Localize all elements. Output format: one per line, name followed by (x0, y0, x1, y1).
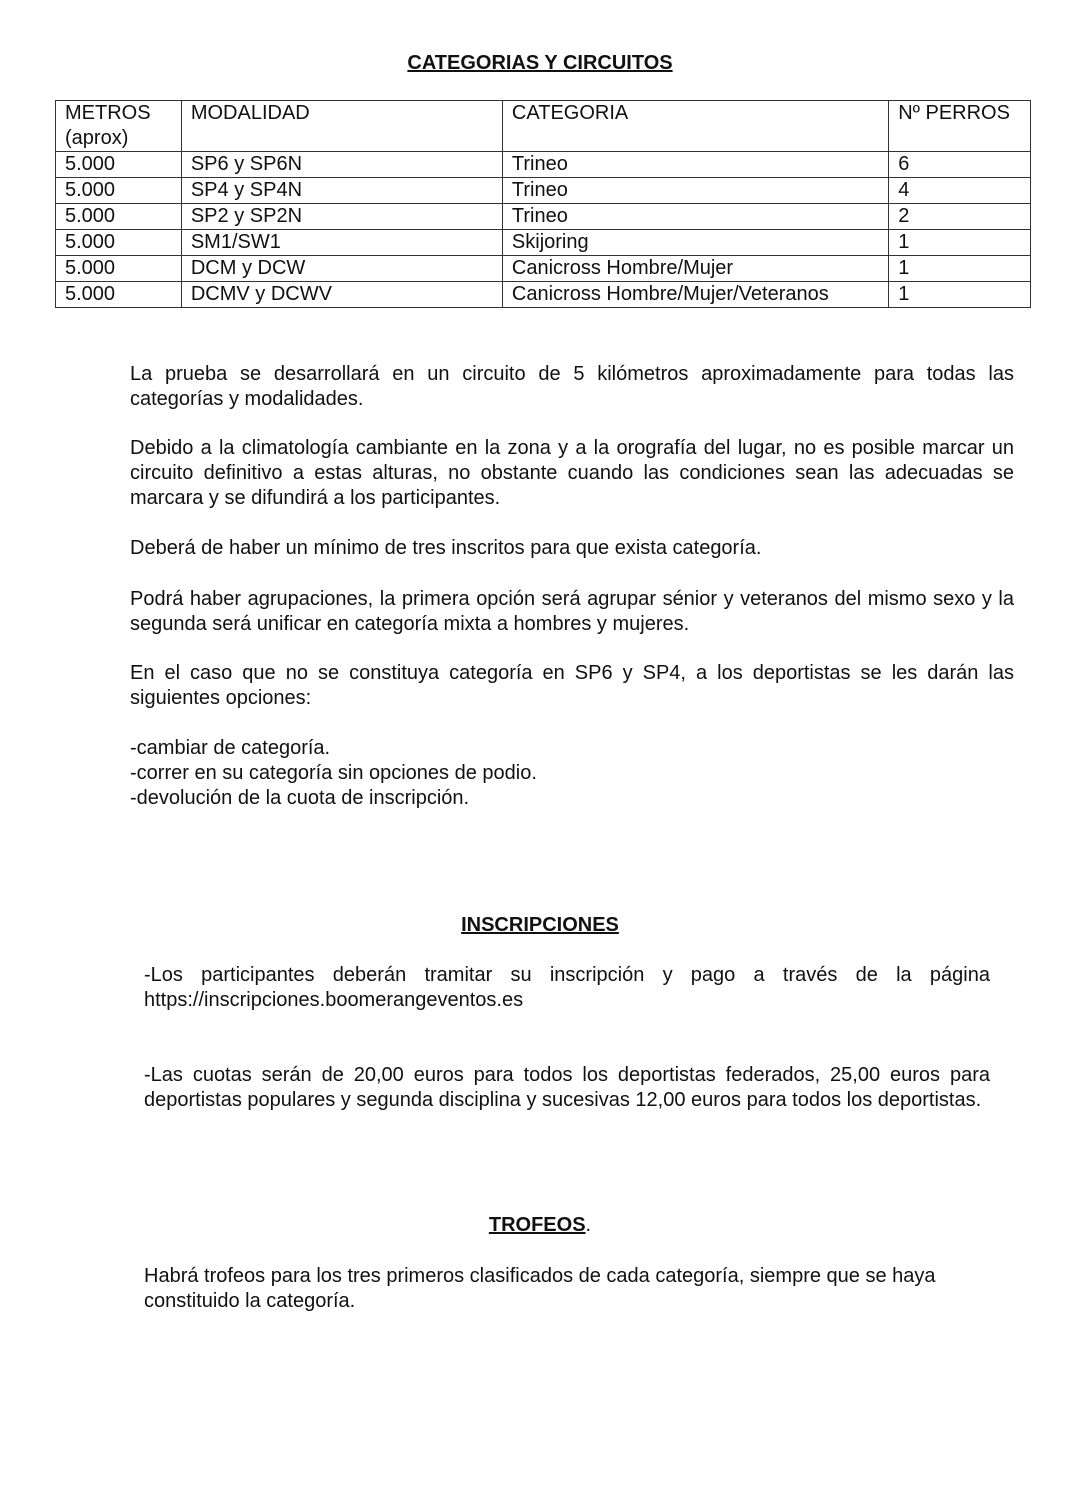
cell-metros: 5.000 (56, 178, 182, 204)
cell-metros: 5.000 (56, 204, 182, 230)
header-metros-line1: METROS (65, 102, 151, 124)
cell-perros: 6 (889, 152, 1031, 178)
cell-perros: 2 (889, 204, 1031, 230)
trofeos-title: TROFEOS (488, 1214, 586, 1236)
paragraph-minimo-inscritos: Deberá de haber un mínimo de tres inscritos para que exista categoría. (130, 537, 762, 559)
cell-categoria: Trineo (502, 178, 888, 204)
list-item: -devolución de la cuota de inscripción. (130, 787, 470, 809)
header-categoria: CATEGORIA (502, 101, 888, 152)
table-row (56, 256, 1031, 282)
cell-perros: 1 (889, 282, 1031, 308)
cell-categoria: Trineo (502, 204, 888, 230)
table-row (56, 230, 1031, 256)
header-perros: Nº PERROS (889, 101, 1031, 152)
paragraph-cuotas: -Las cuotas serán de 20,00 euros para todos los deportistas federados, 25,00 euros para deportistas populares y segunda disciplina y sucesivas 12,00 euros para todos los deportistas. (144, 1064, 990, 1111)
table-row (56, 204, 1031, 230)
categorias-table (55, 100, 1031, 308)
paragraph-trofeos: Habrá trofeos para los tres primeros clasificados de cada categoría, siempre que se haya constituido la categoría. (144, 1265, 936, 1312)
table-header-row (56, 101, 1031, 152)
table-row (56, 152, 1031, 178)
cell-perros: 1 (889, 256, 1031, 282)
header-modalidad: MODALIDAD (181, 101, 502, 152)
table-row (56, 178, 1031, 204)
cell-modalidad: SM1/SW1 (181, 230, 502, 256)
header-metros-line2: (aprox) (65, 127, 129, 149)
categorias-title: CATEGORIAS Y CIRCUITOS (407, 52, 673, 74)
section-title-trofeos (0, 1213, 1080, 1237)
cell-categoria: Trineo (502, 152, 888, 178)
cell-modalidad: SP4 y SP4N (181, 178, 502, 204)
table-row (56, 282, 1031, 308)
list-item: -correr en su categoría sin opciones de podio. (130, 762, 537, 784)
cell-metros: 5.000 (56, 230, 182, 256)
cell-modalidad: SP6 y SP6N (181, 152, 502, 178)
cell-metros: 5.000 (56, 282, 182, 308)
paragraph-circuito: La prueba se desarrollará en un circuito de 5 kilómetros aproximadamente para todas las categorías y modalidades. (130, 363, 1014, 410)
cell-modalidad: SP2 y SP2N (181, 204, 502, 230)
cell-modalidad: DCM y DCW (181, 256, 502, 282)
cell-perros: 4 (889, 178, 1031, 204)
paragraph-inscripcion-pagina: -Los participantes deberán tramitar su inscripción y pago a través de la página https://inscripciones.boomerangeventos.es (144, 964, 990, 1011)
paragraph-sp6-sp4: En el caso que no se constituya categoría en SP6 y SP4, a los deportistas se les darán las siguientes opciones: (130, 662, 1014, 709)
cell-metros: 5.000 (56, 256, 182, 282)
header-metros (56, 101, 182, 152)
section-title-inscripciones (0, 913, 1080, 937)
cell-metros: 5.000 (56, 152, 182, 178)
section-title-categorias (0, 51, 1080, 75)
inscripciones-title: INSCRIPCIONES (461, 914, 619, 936)
paragraph-climatologia: Debido a la climatología cambiante en la zona y a la orografía del lugar, no es posible marcar un circuito definitivo a estas alturas, no obstante cuando las condiciones sean las adecuadas se marcara y se difundirá a los participantes. (130, 437, 1014, 509)
options-list (130, 736, 1014, 811)
cell-categoria: Canicross Hombre/Mujer/Veteranos (502, 282, 888, 308)
list-item: -cambiar de categoría. (130, 737, 331, 759)
trofeos-title-suffix: . (585, 1214, 592, 1236)
cell-categoria: Skijoring (502, 230, 888, 256)
cell-perros: 1 (889, 230, 1031, 256)
paragraph-agrupaciones: Podrá haber agrupaciones, la primera opción será agrupar sénior y veteranos del mismo sexo y la segunda será unificar en categoría mixta a hombres y mujeres. (130, 588, 1014, 635)
cell-modalidad: DCMV y DCWV (181, 282, 502, 308)
cell-categoria: Canicross Hombre/Mujer (502, 256, 888, 282)
